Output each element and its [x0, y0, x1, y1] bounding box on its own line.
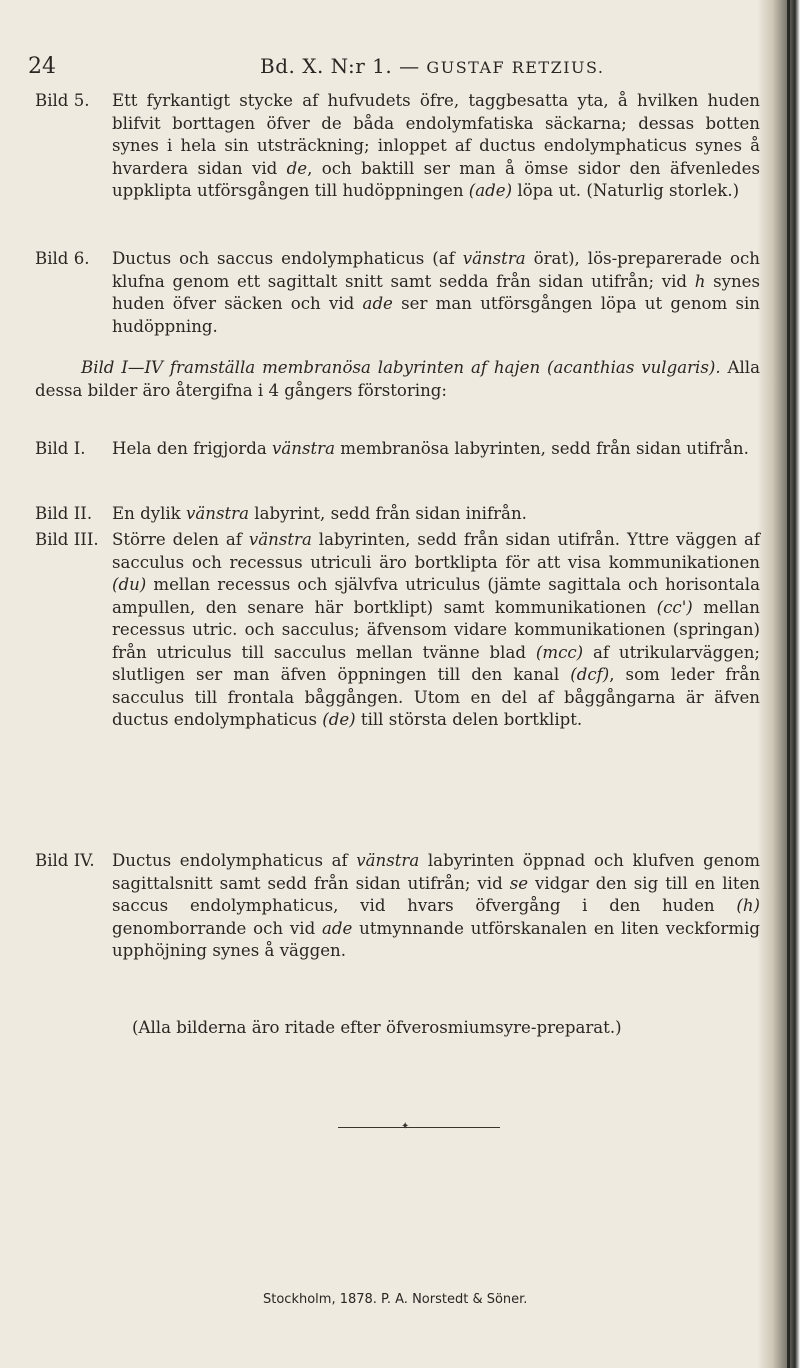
caption-label-bild-iv: Bild IV.	[35, 851, 95, 870]
series-number: Bd. X. N:r 1.	[260, 54, 393, 78]
imprint: Stockholm, 1878. P. A. Norstedt & Söner.	[263, 1292, 528, 1307]
section-divider	[338, 1127, 500, 1128]
divider-ornament-icon: ✦	[401, 1121, 410, 1132]
caption-label-bild-5: Bild 5.	[35, 91, 90, 110]
page-edge-shadow	[758, 0, 800, 1368]
caption-bild-ii: En dylik vänstra labyrint, sedd från sidan inifrån.	[112, 504, 527, 523]
caption-bild-5: Ett fyrkantigt stycke af hufvudets öfre, taggbesatta yta, å hvilken huden blifvit borttagen öfver de båda endolymfatiska säckarna; dessas botten synes i hela sin utsträckning; inloppet af ductus endolymphaticus synes å hvardera sidan vid de, och baktill ser man å ömse sidor den äfvenledes uppklipta utförsgången till hudöppningen (ade) löpa ut. (Naturlig storlek.)	[112, 91, 760, 200]
page-binding-line	[787, 0, 790, 1368]
header-dash: —	[399, 54, 420, 78]
caption-label-bild-iii: Bild III.	[35, 530, 99, 549]
running-head	[260, 54, 604, 78]
page-header	[28, 54, 748, 84]
closing-note: (Alla bilderna äro ritade efter öfverosmiumsyre-preparat.)	[132, 1018, 622, 1037]
caption-bild-6: Ductus och saccus endolymphaticus (af vänstra örat), lös-preparerade och klufna genom ett sagittalt snitt samt sedda från sidan utifrån; vid h synes huden öfver säcken och vid ade ser man utförsgången löpa ut genom sin hudöppning.	[112, 249, 760, 336]
plates-intro: Bild I—IV framställa membranösa labyrinten af hajen (acanthias vulgaris). Alla dessa bilder äro återgifna i 4 gångers förstoring:	[35, 358, 760, 400]
page-number: 24	[28, 54, 56, 79]
caption-label-bild-6: Bild 6.	[35, 249, 90, 268]
caption-bild-iii: Större delen af vänstra labyrinten, sedd från sidan utifrån. Yttre väggen af sacculus och recessus utriculi äro bortklipta för att visa kommunikationen (du) mellan recessus och självfva utriculus (jämte sagittala och horisontala ampullen, den senare här bortklipt) samt kommunikationen (cc') mellan recessus utric. och sacculus; äfvensom vidare kommunikationen (springan) från utriculus till sacculus mellan tvänne blad (mcc) af utrikularväggen; slutligen ser man äfven öppningen till den kanal (dcf), som leder från sacculus till frontala båggången. Utom en del af båggångarna är äfven ductus endolymphaticus (de) till största delen bortklipt.	[112, 530, 760, 729]
caption-bild-iv: Ductus endolymphaticus af vänstra labyrinten öppnad och klufven genom sagittalsnitt samt sedd från sidan utifrån; vid se vidgar den sig till en liten saccus endolymphaticus, vid hvars öfvergång i den huden (h) genomborrande och vid ade utmynnande utförskanalen en liten veckformig upphöjning synes å väggen.	[112, 851, 760, 960]
caption-bild-i: Hela den frigjorda vänstra membranösa labyrinten, sedd från sidan utifrån.	[112, 439, 749, 458]
caption-label-bild-ii: Bild II.	[35, 504, 93, 523]
caption-label-bild-i: Bild I.	[35, 439, 86, 458]
author-name: GUSTAF RETZIUS.	[426, 58, 605, 77]
